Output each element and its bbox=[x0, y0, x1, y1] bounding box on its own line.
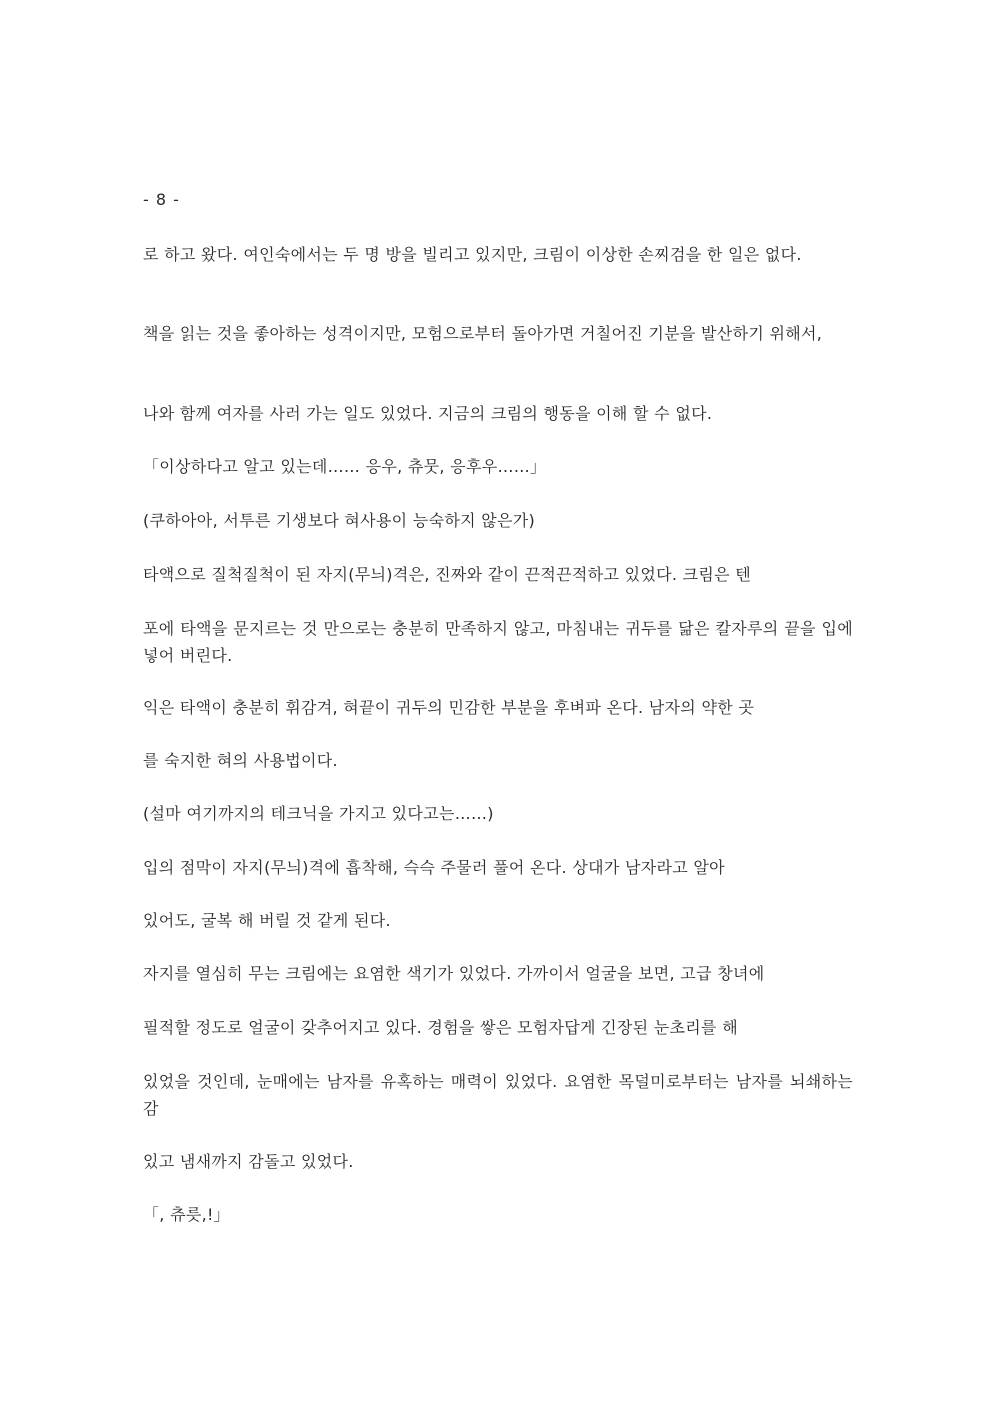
paragraph-2: 책을 읽는 것을 좋아하는 성격이지만, 모험으로부터 돌아가면 거칠어진 기분을 발산하기 위해서, bbox=[143, 324, 823, 343]
paragraph-10: (설마 여기까지의 테크닉을 가지고 있다고는……) bbox=[143, 804, 494, 823]
paragraph-1: 로 하고 왔다. 여인숙에서는 두 명 방을 빌리고 있지만, 크림이 이상한 손찌검을 한 일은 없다. bbox=[143, 245, 802, 264]
page-number: - 8 - bbox=[143, 190, 180, 209]
paragraph-14: 필적할 정도로 얼굴이 갖추어지고 있다. 경험을 쌓은 모험자답게 긴장된 눈초리를 해 bbox=[143, 1018, 738, 1037]
paragraph-6: 타액으로 질척질척이 된 자지(무늬)격은, 진짜와 같이 끈적끈적하고 있었다. 크림은 텐 bbox=[143, 565, 752, 584]
paragraph-11: 입의 점막이 자지(무늬)격에 흡착해, 슥슥 주물러 풀어 온다. 상대가 남자라고 알아 bbox=[143, 858, 725, 877]
paragraph-17: 「, 츄릇,!」 bbox=[143, 1205, 230, 1224]
paragraph-8: 익은 타액이 충분히 휘감겨, 혀끝이 귀두의 민감한 부분을 후벼파 온다. 남자의 약한 곳 bbox=[143, 698, 755, 717]
paragraph-3: 나와 함께 여자를 사러 가는 일도 있었다. 지금의 크림의 행동을 이해 할 수 없다. bbox=[143, 404, 713, 423]
paragraph-5: (쿠하아아, 서투른 기생보다 혀사용이 능숙하지 않은가) bbox=[143, 511, 536, 530]
paragraph-13: 자지를 열심히 무는 크림에는 요염한 색기가 있었다. 가까이서 얼굴을 보면, 고급 창녀에 bbox=[143, 964, 765, 983]
paragraph-7: 포에 타액을 문지르는 것 만으로는 충분히 만족하지 않고, 마침내는 귀두를 닮은 칼자루의 끝을 입에 넣어 버린다. bbox=[143, 619, 853, 665]
paragraph-12: 있어도, 굴복 해 버릴 것 같게 된다. bbox=[143, 911, 391, 930]
paragraph-9: 를 숙지한 혀의 사용법이다. bbox=[143, 751, 338, 770]
paragraph-15: 있었을 것인데, 눈매에는 남자를 유혹하는 매력이 있었다. 요염한 목덜미로부터는 남자를 뇌쇄하는 감 bbox=[143, 1072, 853, 1118]
paragraph-4: 「이상하다고 알고 있는데…… 응우, 츄뭇, 응후우……」 bbox=[143, 457, 547, 476]
paragraph-16: 있고 냄새까지 감돌고 있었다. bbox=[143, 1152, 354, 1171]
